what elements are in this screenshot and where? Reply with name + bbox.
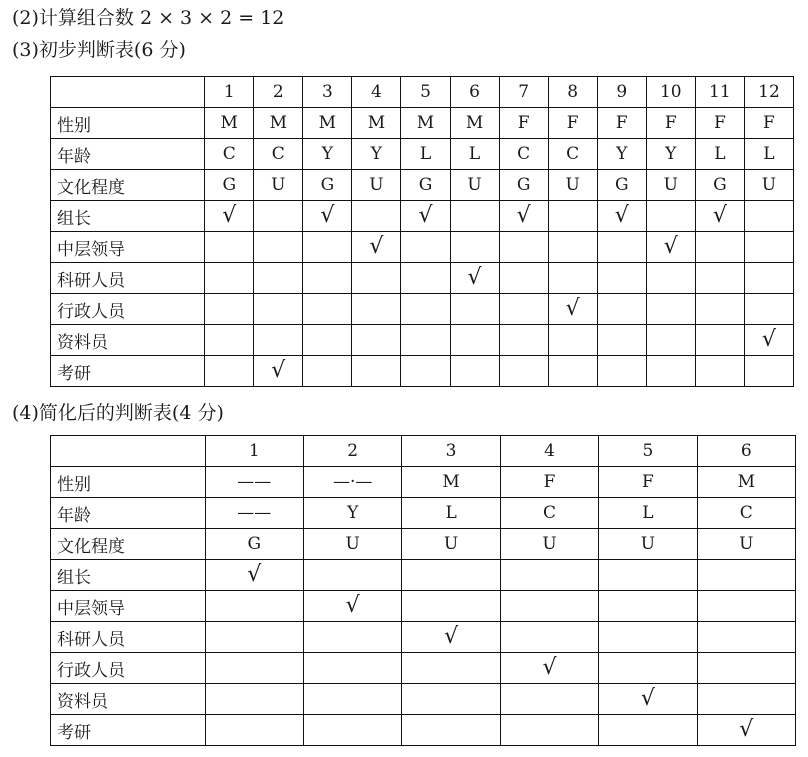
table-row [51,715,796,746]
column-header: 6 [697,436,795,467]
table-cell [402,560,500,591]
table-cell [303,356,352,387]
column-header: 2 [304,436,402,467]
table-cell: F [500,467,598,498]
table-row [51,498,796,529]
table-cell [304,653,402,684]
table-cell: M [402,467,500,498]
table-row [51,170,794,201]
table-cell [697,591,795,622]
table-cell: M [450,108,499,139]
row-label: 文化程度 [51,529,206,560]
check-mark-cell: √ [499,201,548,232]
table-cell [744,356,793,387]
row-label: 考研 [51,715,206,746]
table-cell [744,201,793,232]
table-cell [205,294,254,325]
table-cell [646,356,695,387]
combination-count-line: (2)计算组合数 2 × 3 × 2 = 12 [12,7,285,29]
table-cell [205,684,303,715]
row-label: 行政人员 [51,653,206,684]
column-header: 3 [303,77,352,108]
table-cell [597,325,646,356]
table-cell [450,201,499,232]
column-header: 5 [599,436,697,467]
row-label: 组长 [51,201,205,232]
column-header: 1 [205,436,303,467]
check-mark-cell: √ [205,201,254,232]
table-cell [304,684,402,715]
table-cell [402,715,500,746]
table-cell [500,684,598,715]
check-mark-cell: √ [450,263,499,294]
table-row [51,232,794,263]
column-header: 10 [646,77,695,108]
table-cell [697,653,795,684]
table-cell [597,356,646,387]
row-label: 科研人员 [51,263,205,294]
table-cell: G [205,170,254,201]
table-cell [402,591,500,622]
table-cell [548,201,597,232]
check-mark-cell: √ [205,560,303,591]
table-row [51,684,796,715]
table-cell [500,622,598,653]
table-cell [500,591,598,622]
table-cell [205,622,303,653]
table-cell: C [499,139,548,170]
table-cell [205,325,254,356]
table-cell [352,294,401,325]
table-cell [695,294,744,325]
table-cell [695,232,744,263]
row-label: 性别 [51,108,205,139]
row-label: 中层领导 [51,232,205,263]
table-cell: C [500,498,598,529]
check-mark-cell: √ [697,715,795,746]
column-header: 12 [744,77,793,108]
table-cell: —·— [304,467,402,498]
table-cell [303,294,352,325]
table-cell [352,263,401,294]
table-cell [304,622,402,653]
table-cell [254,294,303,325]
table-cell [697,622,795,653]
column-header: 4 [352,77,401,108]
table-cell [646,294,695,325]
row-label: 组长 [51,560,206,591]
table-cell [254,263,303,294]
row-label: 考研 [51,356,205,387]
table-cell: M [205,108,254,139]
row-label: 行政人员 [51,294,205,325]
table-row [51,529,796,560]
table-cell [352,201,401,232]
row-label: 科研人员 [51,622,206,653]
table-row [51,294,794,325]
table-cell: U [744,170,793,201]
check-mark-cell: √ [744,325,793,356]
table-cell [401,294,450,325]
table-cell [744,263,793,294]
check-mark-cell: √ [254,356,303,387]
table-cell [646,263,695,294]
check-mark-cell: √ [548,294,597,325]
table-cell: M [401,108,450,139]
table-cell [205,591,303,622]
table-cell [304,560,402,591]
table-cell: U [599,529,697,560]
table-cell [450,325,499,356]
table-cell: L [402,498,500,529]
check-mark-cell: √ [599,684,697,715]
table-cell [450,294,499,325]
table-cell: Y [304,498,402,529]
check-mark-cell: √ [500,653,598,684]
table-header-row [51,436,796,467]
table-cell: L [695,139,744,170]
table-cell: Y [352,139,401,170]
table-cell [597,263,646,294]
column-header: 11 [695,77,744,108]
table-cell: F [499,108,548,139]
column-header: 1 [205,77,254,108]
table-cell [548,356,597,387]
check-mark-cell: √ [646,232,695,263]
table-row [51,622,796,653]
table-row [51,263,794,294]
table-cell [744,232,793,263]
table-cell: L [744,139,793,170]
table-cell: F [646,108,695,139]
table-cell: Y [646,139,695,170]
table-cell [205,232,254,263]
column-header: 8 [548,77,597,108]
table-cell: G [205,529,303,560]
table-row [51,325,794,356]
table-cell: U [646,170,695,201]
table-cell [450,356,499,387]
table-cell [599,653,697,684]
row-label: 年龄 [51,498,206,529]
check-mark-cell: √ [304,591,402,622]
table-cell [548,325,597,356]
table-cell: U [254,170,303,201]
table-cell: G [695,170,744,201]
table-cell [254,232,303,263]
row-label: 资料员 [51,684,206,715]
table-cell [499,263,548,294]
column-header: 6 [450,77,499,108]
table-row [51,108,794,139]
table-cell [599,622,697,653]
column-header: 7 [499,77,548,108]
table-cell: U [402,529,500,560]
check-mark-cell: √ [352,232,401,263]
table-cell [597,294,646,325]
check-mark-cell: √ [303,201,352,232]
table-cell [499,356,548,387]
table-cell [303,232,352,263]
table-cell [697,560,795,591]
table-cell: G [499,170,548,201]
table-header-row [51,77,794,108]
table-row [51,591,796,622]
table-cell [599,560,697,591]
table-cell: —— [205,467,303,498]
table-cell [695,356,744,387]
simplified-table-title: (4)简化后的判断表(4 分) [12,402,224,424]
table-cell: Y [597,139,646,170]
table-cell: F [548,108,597,139]
column-header: 5 [401,77,450,108]
table-cell [450,232,499,263]
table-cell [597,232,646,263]
table-cell: L [401,139,450,170]
check-mark-cell: √ [401,201,450,232]
table-cell: C [548,139,597,170]
table-cell [695,325,744,356]
corner-cell [51,77,205,108]
column-header: 4 [500,436,598,467]
table-cell: M [303,108,352,139]
table-cell [500,715,598,746]
table-cell: U [548,170,597,201]
table-cell [303,263,352,294]
table-cell: F [599,467,697,498]
table-cell [548,232,597,263]
table-cell [254,201,303,232]
table-cell: C [697,498,795,529]
table-cell: C [254,139,303,170]
table-cell: F [744,108,793,139]
table-cell [599,715,697,746]
check-mark-cell: √ [402,622,500,653]
table-cell [205,653,303,684]
table-cell [401,263,450,294]
column-header: 9 [597,77,646,108]
table-row [51,139,794,170]
table-cell: G [303,170,352,201]
initial-table-title: (3)初步判断表(6 分) [12,39,186,61]
table-cell [500,560,598,591]
table-cell: G [401,170,450,201]
table-row [51,356,794,387]
column-header: 2 [254,77,303,108]
table-cell: L [450,139,499,170]
table-cell [304,715,402,746]
table-cell [401,325,450,356]
table-cell: —— [205,498,303,529]
check-mark-cell: √ [695,201,744,232]
row-label: 资料员 [51,325,205,356]
column-header: 3 [402,436,500,467]
table-cell: F [695,108,744,139]
table-cell: M [352,108,401,139]
initial-decision-table [50,76,794,387]
simplified-decision-table [50,435,796,746]
table-cell [352,356,401,387]
table-cell [205,356,254,387]
check-mark-cell: √ [597,201,646,232]
table-cell [548,263,597,294]
table-cell: M [697,467,795,498]
table-cell: M [254,108,303,139]
table-cell [499,294,548,325]
table-cell: U [352,170,401,201]
row-label: 年龄 [51,139,205,170]
table-cell [499,232,548,263]
table-cell: U [304,529,402,560]
table-cell [402,653,500,684]
table-cell [695,263,744,294]
table-row [51,201,794,232]
table-cell [352,325,401,356]
table-cell [254,325,303,356]
table-cell: F [597,108,646,139]
row-label: 性别 [51,467,206,498]
table-row [51,467,796,498]
table-cell [303,325,352,356]
row-label: 中层领导 [51,591,206,622]
row-label: 文化程度 [51,170,205,201]
corner-cell [51,436,206,467]
table-row [51,653,796,684]
table-cell: U [450,170,499,201]
table-cell [599,591,697,622]
table-cell: G [597,170,646,201]
table-cell: Y [303,139,352,170]
table-cell [205,263,254,294]
table-cell [499,325,548,356]
table-row [51,560,796,591]
table-cell [402,684,500,715]
table-cell [646,325,695,356]
table-cell [744,294,793,325]
table-cell [401,232,450,263]
table-cell: U [697,529,795,560]
table-cell: U [500,529,598,560]
table-cell [697,684,795,715]
table-cell [646,201,695,232]
table-cell [401,356,450,387]
table-cell: C [205,139,254,170]
table-cell [205,715,303,746]
table-cell: L [599,498,697,529]
